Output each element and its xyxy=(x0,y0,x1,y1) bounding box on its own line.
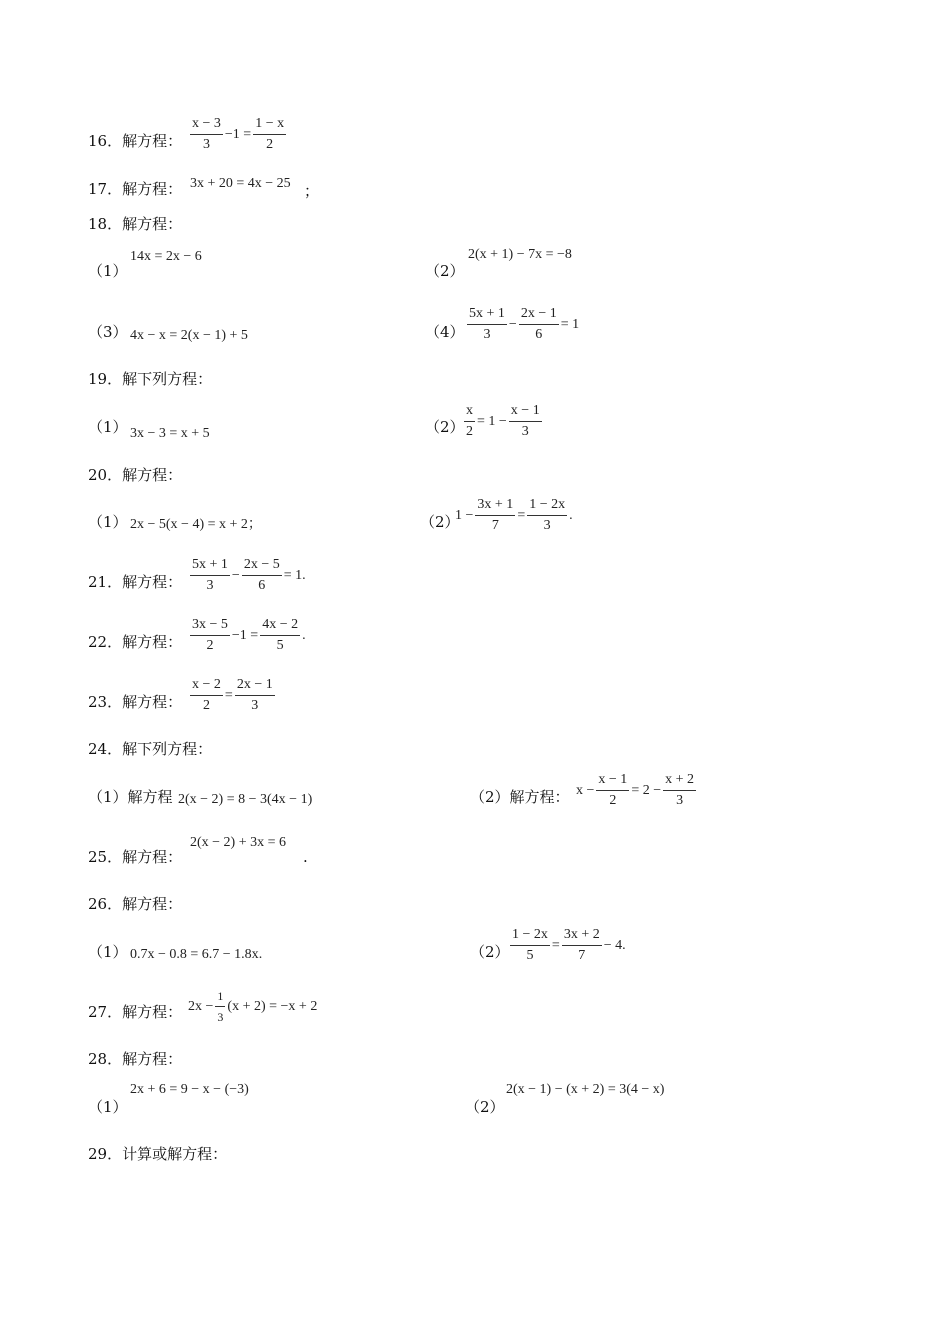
problem-18-1-number: （1） xyxy=(88,262,128,280)
denominator: 6 xyxy=(535,327,543,342)
denominator: 3 xyxy=(206,578,214,593)
numerator: 3x − 5 xyxy=(190,617,230,636)
numerator: x − 3 xyxy=(190,116,223,135)
equation-part: 2x − xyxy=(188,998,214,1014)
fraction xyxy=(509,403,542,440)
equation-part: = xyxy=(224,687,233,703)
problem-28-1-equation xyxy=(130,1082,249,1098)
problem-24-1-equation xyxy=(178,792,312,808)
equation-part: = 1 xyxy=(283,567,303,583)
problem-19-1-equation xyxy=(130,426,210,442)
fraction xyxy=(190,557,230,594)
problem-21-equation xyxy=(188,557,306,594)
fraction xyxy=(235,677,275,714)
equation-part: = xyxy=(551,937,560,953)
problem-17-tail: ； xyxy=(304,182,320,200)
numerator: 5x + 1 xyxy=(190,557,230,576)
problem-27-equation xyxy=(188,988,317,1025)
equation-part: −1 = xyxy=(224,126,252,142)
equation-tail: . xyxy=(258,947,263,962)
fraction xyxy=(663,772,696,809)
numerator: 3x + 2 xyxy=(562,927,602,946)
fraction xyxy=(260,617,300,654)
problem-20-2-equation xyxy=(455,497,573,534)
numerator: x − 2 xyxy=(190,677,223,696)
problem-18-2-equation xyxy=(468,247,572,263)
equation: 0.7x − 0.8 = 6.7 − 1.8x xyxy=(130,947,259,962)
problem-24-2-number: （2）解方程： xyxy=(470,788,570,806)
denominator: 2 xyxy=(266,137,274,152)
equation: 2x + 6 = 9 − x − (−3) xyxy=(130,1082,249,1097)
fraction xyxy=(190,116,223,153)
equation: 4x − x = 2(x − 1) + 5 xyxy=(130,328,248,343)
problem-26-1-number: （1） xyxy=(88,943,128,961)
equation-part: − xyxy=(508,316,517,332)
problem-18-1-equation xyxy=(130,249,202,265)
equation: 2x − 5(x − 4) = x + 2 xyxy=(130,517,248,532)
problem-18-4-equation xyxy=(465,306,579,343)
denominator: 2 xyxy=(206,638,214,653)
fraction xyxy=(215,988,225,1025)
denominator: 3 xyxy=(202,137,210,152)
fraction xyxy=(242,557,282,594)
problem-28-1-number: （1） xyxy=(88,1098,128,1116)
problem-17-label: 17．解方程： xyxy=(88,180,183,198)
numerator: 1 xyxy=(215,988,225,1007)
problem-19-1-number: （1） xyxy=(88,418,128,436)
problem-19-2-equation xyxy=(462,403,544,440)
problem-17-equation xyxy=(190,176,291,192)
numerator: 5x + 1 xyxy=(467,306,507,325)
equation-tail: ； xyxy=(247,517,262,532)
problem-26-2-equation xyxy=(508,927,626,964)
numerator: 1 − 2x xyxy=(527,497,567,516)
numerator: 1 − 2x xyxy=(510,927,550,946)
equation: 3x − 3 = x + 5 xyxy=(130,426,210,441)
equation-part: − xyxy=(231,567,240,583)
denominator: 7 xyxy=(491,518,499,533)
denominator: 3 xyxy=(483,327,491,342)
equation-part: = 2 − xyxy=(631,782,662,798)
equation-part: = 1 − xyxy=(477,413,507,429)
numerator: 3x + 1 xyxy=(475,497,515,516)
fraction xyxy=(190,677,223,714)
equation-tail: . xyxy=(569,507,573,523)
numerator: x + 2 xyxy=(663,772,696,791)
problem-20-label: 20．解方程： xyxy=(88,466,183,484)
equation: 2(x + 1) − 7x = −8 xyxy=(468,247,572,262)
fraction xyxy=(464,403,475,440)
equation-tail: . xyxy=(302,567,306,583)
problem-24-2-equation xyxy=(576,772,698,809)
problem-26-2-number: （2） xyxy=(470,943,510,961)
denominator: 6 xyxy=(258,578,266,593)
problem-24-1-number: （1）解方程 xyxy=(88,788,173,806)
problem-28-2-number: （2） xyxy=(465,1098,505,1116)
fraction xyxy=(475,497,515,534)
problem-25-equation xyxy=(190,835,286,851)
fraction xyxy=(510,927,550,964)
fraction xyxy=(596,772,629,809)
numerator: 4x − 2 xyxy=(260,617,300,636)
equation-part: = 1 xyxy=(560,316,580,332)
problem-24-label: 24．解下列方程： xyxy=(88,740,213,758)
denominator: 2 xyxy=(466,424,473,439)
problem-25-label: 25．解方程： xyxy=(88,848,183,866)
equation-tail: . xyxy=(622,937,626,953)
numerator: 1 − x xyxy=(253,116,286,135)
denominator: 7 xyxy=(578,948,586,963)
fraction xyxy=(253,116,286,153)
denominator: 5 xyxy=(276,638,284,653)
equation-part: − 4 xyxy=(603,937,623,953)
problem-29-label: 29．计算或解方程： xyxy=(88,1145,228,1163)
equation-part: = xyxy=(517,507,526,523)
denominator: 3 xyxy=(543,518,551,533)
problem-22-label: 22．解方程： xyxy=(88,633,183,651)
equation: 2(x − 2) + 3x = 6 xyxy=(190,835,287,850)
problem-20-2-number: （2） xyxy=(420,513,460,531)
problem-18-4-number: （4） xyxy=(425,323,465,341)
problem-26-label: 26．解方程： xyxy=(88,895,183,913)
equation: 2(x − 1) − (x + 2) = 3(4 − x) xyxy=(506,1082,665,1097)
fraction xyxy=(467,306,507,343)
numerator: x − 1 xyxy=(509,403,542,422)
problem-19-label: 19．解下列方程： xyxy=(88,370,213,388)
problem-28-label: 28．解方程： xyxy=(88,1050,183,1068)
denominator: 3 xyxy=(217,1010,224,1024)
problem-18-3-equation xyxy=(130,328,248,344)
problem-18-3-number: （3） xyxy=(88,323,128,341)
problem-22-equation xyxy=(188,617,306,654)
denominator: 3 xyxy=(676,793,684,808)
fraction xyxy=(519,306,559,343)
problem-21-label: 21．解方程： xyxy=(88,573,183,591)
problem-20-1-number: （1） xyxy=(88,513,128,531)
problem-16-equation xyxy=(188,116,288,153)
equation: 2(x − 2) = 8 − 3(4x − 1) xyxy=(178,792,313,807)
numerator: 2x − 1 xyxy=(519,306,559,325)
fraction xyxy=(190,617,230,654)
denominator: 5 xyxy=(526,948,534,963)
denominator: 2 xyxy=(202,698,210,713)
numerator: x − 1 xyxy=(596,772,629,791)
fraction xyxy=(527,497,567,534)
problem-18-label: 18．解方程： xyxy=(88,215,183,233)
equation-part: x − xyxy=(576,782,595,798)
problem-25-tail: . xyxy=(303,848,308,866)
problem-23-equation xyxy=(188,677,277,714)
problem-18-2-number: （2） xyxy=(425,262,465,280)
problem-16-label: 16．解方程： xyxy=(88,132,183,150)
denominator: 3 xyxy=(251,698,259,713)
problem-27-label: 27．解方程： xyxy=(88,1003,183,1021)
equation-part: (x + 2) = −x + 2 xyxy=(227,998,318,1014)
problem-23-label: 23．解方程： xyxy=(88,693,183,711)
problem-20-1-equation xyxy=(130,517,262,533)
denominator: 3 xyxy=(521,424,529,439)
equation-part: −1 = xyxy=(231,627,259,643)
problem-19-2-number: （2） xyxy=(425,418,465,436)
equation-tail: . xyxy=(302,627,306,643)
problem-28-2-equation xyxy=(506,1082,664,1098)
equation-part: 1 − xyxy=(455,507,474,523)
numerator: x xyxy=(464,403,475,422)
fraction xyxy=(562,927,602,964)
denominator: 2 xyxy=(609,793,617,808)
equation: 14x = 2x − 6 xyxy=(130,249,202,264)
numerator: 2x − 1 xyxy=(235,677,275,696)
numerator: 2x − 5 xyxy=(242,557,282,576)
equation: 3x + 20 = 4x − 25 xyxy=(190,176,291,191)
problem-26-1-equation xyxy=(130,947,262,963)
